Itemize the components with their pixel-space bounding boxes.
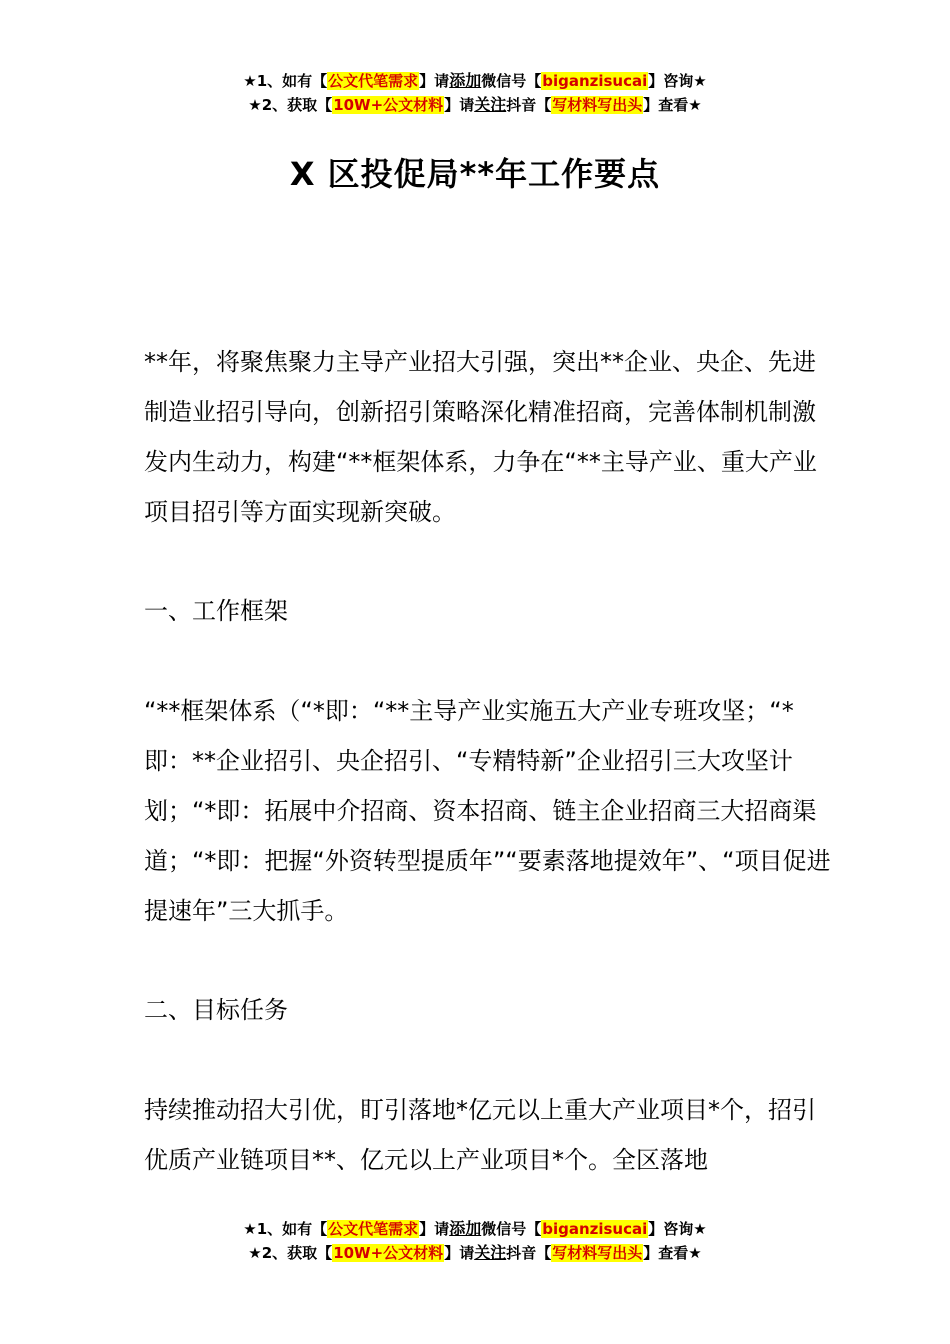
highlight-materials: 10W+公文材料 — [333, 96, 444, 114]
promo-line-2: ★2、获取【10W+公文材料】请关注抖音【写材料写出头】查看★ — [248, 1243, 702, 1262]
promo-line-1: ★1、如有【公文代笔需求】请添加微信号【biganzisucai】咨询★ — [243, 71, 707, 90]
section-body-targets: 持续推动招大引优，盯引落地*亿元以上重大产业项目*个，招引优质产业链项目**、亿元以上产业项目*个。全区落地 — [144, 1096, 816, 1174]
highlight-wechat-id: biganzisucai — [542, 1220, 648, 1238]
highlight-service: 公文代笔需求 — [328, 1220, 419, 1238]
highlight-douyin-id: 写材料写出头 — [552, 96, 643, 114]
section-body-framework: “**框架体系（“*即：“**主导产业实施五大产业专班攻坚；“*即：**企业招引、央企招引、“专精特新”企业招引三大攻坚计划；“*即：拓展中介招商、资本招商、链主企业招商三大招商渠道；“*即：把握“外资转型提质年”“要素落地提效年”、“项目促进提速年”三大抓手。 — [144, 697, 831, 925]
section1-heading-block — [144, 586, 834, 636]
section1-body-block — [144, 686, 834, 936]
document-title: X 区投促局**年工作要点 — [289, 155, 661, 193]
intro-paragraph: **年，将聚焦聚力主导产业招大引强，突出**企业、央企、先进制造业招引导向，创新招引策略深化精准招商，完善体制机制激发内生动力，构建“**框架体系，力争在“**主导产业、重大产业项目招引等方面实现新突破。 — [144, 348, 817, 526]
section-heading-targets: 二、目标任务 — [144, 996, 288, 1024]
bottom-promo-banner — [0, 1217, 950, 1265]
section2-heading-block — [144, 985, 834, 1035]
promo-line-2: ★2、获取【10W+公文材料】请关注抖音【写材料写出头】查看★ — [248, 95, 702, 114]
intro-paragraph-block — [144, 337, 834, 537]
highlight-wechat-id: biganzisucai — [542, 72, 648, 90]
section-heading-framework: 一、工作框架 — [144, 597, 288, 625]
section2-body-block — [144, 1085, 834, 1185]
highlight-douyin-id: 写材料写出头 — [552, 1244, 643, 1262]
promo-line-1: ★1、如有【公文代笔需求】请添加微信号【biganzisucai】咨询★ — [243, 1219, 707, 1238]
highlight-service: 公文代笔需求 — [328, 72, 419, 90]
top-promo-banner — [0, 69, 950, 117]
highlight-materials: 10W+公文材料 — [333, 1244, 444, 1262]
